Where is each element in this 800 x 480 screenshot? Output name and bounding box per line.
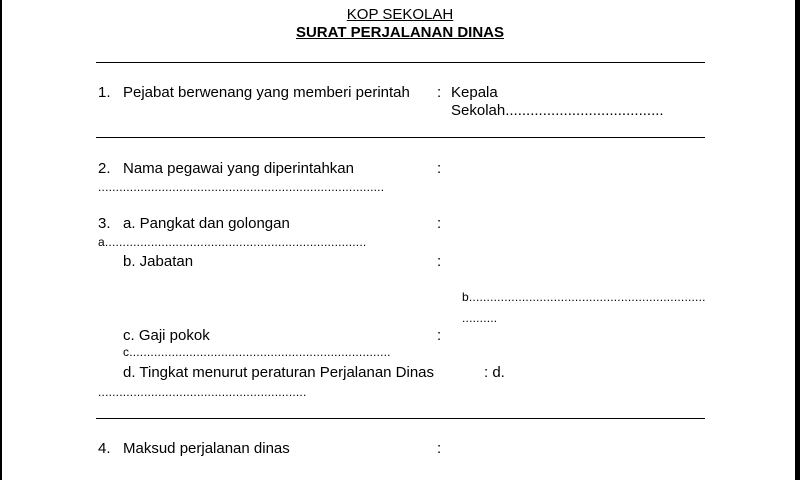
item-value-fill: Sekolah...................................... — [451, 102, 664, 119]
fill-in-line: ........................................................... — [98, 385, 307, 399]
fill-in-line: b................................................................... — [462, 290, 706, 304]
subitem-label: c. Gaji pokok — [123, 327, 210, 344]
fill-in-line: ................................................................................. — [98, 180, 385, 194]
subitem-label: d. Tingkat menurut peraturan Perjalanan Dinas — [123, 364, 435, 381]
item-label: Nama pegawai yang diperintahkan — [123, 160, 354, 177]
divider — [96, 62, 705, 63]
item-label: Pejabat berwenang yang memberi perintah — [123, 84, 410, 101]
fill-in-line: a.......................................................................... — [98, 235, 367, 249]
item-colon: : — [437, 84, 442, 101]
item-colon: : — [437, 160, 442, 177]
item-colon: : — [437, 440, 442, 457]
subitem-label: a. Pangkat dan golongan — [123, 215, 290, 232]
page-edge-left — [0, 0, 2, 480]
item-number: 4. — [98, 440, 111, 457]
subitem-label: b. Jabatan — [123, 253, 194, 270]
item-value: Kepala — [451, 84, 498, 101]
divider — [96, 137, 705, 138]
document-title: SURAT PERJALANAN DINAS — [295, 24, 505, 41]
item-colon: : — [437, 327, 442, 344]
letterhead-label: KOP SEKOLAH — [346, 6, 454, 23]
fill-in-line: c.......................................................................... — [123, 345, 391, 359]
item-number: 2. — [98, 160, 111, 177]
page-edge-right — [795, 0, 800, 480]
item-number: 3. — [98, 215, 111, 232]
item-colon: : d. — [484, 364, 505, 381]
item-colon: : — [437, 253, 442, 270]
item-colon: : — [437, 215, 442, 232]
item-label: Maksud perjalanan dinas — [123, 440, 290, 457]
fill-in-line: .......... — [462, 311, 498, 325]
divider — [96, 418, 705, 419]
item-number: 1. — [98, 84, 111, 101]
